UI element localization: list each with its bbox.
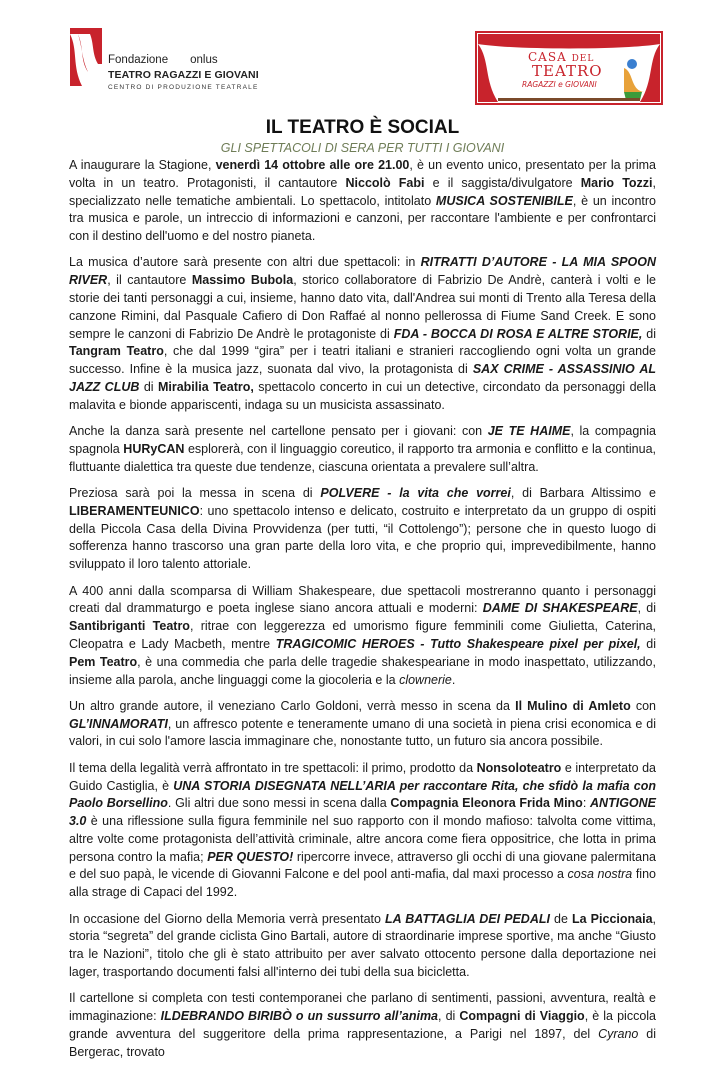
foundation-logo	[68, 26, 259, 96]
paragraph-text: , è una commedia che parla delle tragedie shakespeariane in modo inaspettato, utilizzando, insieme alla parola, anche linguaggi come la giocoleria e la	[69, 654, 656, 687]
casa-del-teatro-logo	[474, 30, 664, 106]
paragraph-text: di	[139, 380, 158, 395]
emphasis-text: RITRATTI D’AUTORE - LA MIA SPOON RIVER	[69, 255, 656, 288]
paragraph-text: , è un evento unico, presentato per la prima volta in un teatro. Protagonisti, il cantautore	[69, 158, 656, 190]
emphasis-text: Mirabilia Teatro,	[157, 380, 254, 395]
emphasis-text: MUSICA SOSTENIBILE	[435, 193, 573, 208]
paragraph-text: Un altro grande autore, il veneziano Carlo Goldoni, verrà messo in scena da	[69, 698, 516, 713]
paragraph-text: e il saggista/divulgatore	[424, 175, 581, 190]
body-paragraph	[69, 485, 656, 574]
paragraph-text: , che dal 1999 “gira” per i teatri italiani e stranieri raccogliendo ogni volta un grande successo. Infine è la musica jazz, suonata dal vivo, la protagonista di	[69, 344, 657, 377]
body-paragraph	[69, 157, 656, 246]
right-logo-line1: CASA DEL	[528, 50, 595, 64]
body-paragraph	[69, 760, 656, 902]
emphasis-text: LA BATTAGLIA DEI PEDALI	[385, 911, 550, 926]
paragraph-text: Anche la danza sarà presente nel cartellone pensato per i giovani: con	[69, 424, 488, 439]
paragraph-text: La musica d’autore sarà presente con altri due spettacoli: in	[69, 255, 421, 270]
paragraph-text: di	[640, 636, 656, 651]
emphasis-text: JE TE HAIME	[487, 424, 571, 439]
emphasis-text: GL’INNAMORATI	[69, 716, 168, 731]
emphasis-text: Massimo Bubola	[191, 273, 294, 288]
emphasis-text: Mario Tozzi	[580, 175, 653, 190]
theatre-curtain-logo-icon	[68, 26, 104, 88]
paragraph-text: , è un incontro tra musica e parole, un intreccio di informazioni e canzoni, per raccontare l'ambiente e per confrontarci con il destino dell'uomo e del nostro pianeta.	[69, 193, 656, 244]
document-header	[0, 0, 725, 112]
paragraph-text: di Bergerac, trovato	[69, 1026, 657, 1059]
paragraph-text: :	[582, 796, 591, 811]
emphasis-text: DAME DI SHAKESPEARE	[482, 601, 638, 616]
org-name-line2: TEATRO RAGAZZI E GIOVANI	[108, 69, 259, 81]
emphasis-text: POLVERE - la vita che vorrei	[320, 486, 511, 501]
body-paragraph	[69, 698, 656, 751]
emphasis-text: Tangram Teatro	[69, 344, 164, 359]
emphasis-text: LIBERAMENTEUNICO	[69, 503, 200, 518]
emphasis-text: TRAGICOMIC HEROES - Tutto Shakespeare pixel per pixel,	[275, 636, 641, 651]
paragraph-text: di	[642, 326, 656, 341]
paragraph-text: spettacolo concerto in cui un detective, circondato da personaggi della malavita e bionde appariscenti, indaga su un musicista assassinato.	[69, 380, 656, 412]
paragraph-text: A inaugurare la Stagione,	[69, 158, 216, 172]
body-paragraph	[69, 583, 656, 690]
emphasis-text: Pem Teatro	[69, 654, 138, 669]
emphasis-text: Nonsoloteatro	[476, 760, 562, 775]
body-paragraph	[69, 423, 656, 476]
paragraph-text: In occasione del Giorno della Memoria verrà presentato	[69, 911, 386, 926]
emphasis-text: venerdì 14 ottobre alle ore 21.00	[215, 158, 410, 172]
page-title: IL TEATRO È SOCIAL	[265, 117, 460, 138]
body-paragraph	[69, 254, 656, 414]
paragraph-text: Il tema della legalità verrà affrontato in tre spettacoli: il primo, prodotto da	[69, 760, 477, 775]
emphasis-text: Il Mulino di Amleto	[515, 698, 631, 713]
paragraph-text: A 400 anni dalla scomparsa di William Shakespeare, due spettacoli mostreranno quanto i personaggi creati dal drammaturgo e poeta inglese siano ancora attuali e moderni:	[69, 583, 656, 616]
page-subtitle: GLI SPETTACOLI DI SERA PER TUTTI I GIOVANI	[220, 141, 505, 155]
paragraph-text: esplorerà, con il linguaggio coreutico, il rapporto tra armonia e conflitto e la continua, fluttuante dialettica tra queste due tendenze, ciascuna orientata a prevalere sull’altra.	[69, 441, 656, 474]
paragraph-text: .	[451, 672, 456, 687]
paragraph-text: . Gli altri due sono messi in scena dalla	[167, 796, 391, 811]
emphasis-text: Santibriganti Teatro	[69, 619, 190, 634]
paragraph-text: de	[549, 911, 573, 926]
right-logo-line3: RAGAZZI e GIOVANI	[522, 80, 597, 89]
paragraph-text: e interpretato da Guido Castiglia, è	[69, 760, 656, 793]
emphasis-text: SAX CRIME - ASSASSINIO AL JAZZ CLUB	[69, 362, 656, 395]
emphasis-text: cosa nostra	[567, 867, 633, 882]
org-name-line3: CENTRO DI PRODUZIONE TEATRALE	[108, 84, 259, 91]
paragraph-text: è una riflessione sulla figura femminile nel suo rapporto con il mondo mafioso: talvolta come vittima, altre volte come protagonista dell’attività criminale, altre ancora come fiera oppositrice, che lotta in prima persona contro la mafia;	[69, 814, 656, 864]
right-logo-line2: TEATRO	[532, 62, 603, 80]
paragraph-text: : uno spettacolo intenso e delicato, costruito e interpretato da un gruppo di ospiti della Piccola Casa della Divina Provvidenza (per tutti, “il Cottolengo”); persone che in questo luogo di sofferenza hanno trascorso una gran parte della loro vita, e che proprio qui, imprevedibilmente, hanno sviluppato il loro talento attoriale.	[69, 503, 656, 572]
paragraph-text: , il cantautore	[107, 273, 192, 288]
paragraph-text: , ritrae con leggerezza ed umorismo figure femminili come Giulietta, Caterina, Cleopatra e Lady Macbeth, mentre	[69, 619, 656, 651]
paragraph-text: , storia “segreta” del grande ciclista Gino Bartali, autore di straordinarie imprese sportive, ma anche “Giusto tra le Nazioni”, titolo che gli è stato attribuito per aver salvato ottocento persone dalla deportazione nei lager, trasportando documenti falsi all'interno dei tubi della sua bicicletta.	[69, 911, 657, 979]
paragraph-text: Il cartellone si completa con testi contemporanei che parlano di sentimenti, passioni, avventura, realtà e immaginazione:	[69, 991, 656, 1024]
emphasis-text: ANTIGONE 3.0	[69, 796, 657, 829]
emphasis-text: Cyrano	[598, 1026, 639, 1041]
emphasis-text: Compagni di Viaggio	[459, 1009, 585, 1024]
paragraph-text: , la compagnia spagnola	[69, 424, 656, 456]
body-paragraph	[69, 990, 656, 1061]
emphasis-text: UNA STORIA DISEGNATA NELL’ARIA per raccontare Rita, che sfidò la mafia con Paolo Borsellino	[69, 778, 656, 811]
emphasis-text: HURyCAN	[123, 441, 185, 456]
emphasis-text: Compagnia Eleonora Frida Mino	[390, 796, 583, 811]
emphasis-text: FDA - BOCCA DI ROSA E ALTRE STORIE,	[393, 326, 643, 341]
paragraph-text: , di Barbara Altissimo e	[510, 486, 656, 501]
paragraph-text: , di	[637, 601, 656, 616]
paragraph-text: , specializzato nelle tematiche ambientali. Lo spettacolo, intitolato	[69, 175, 656, 208]
paragraph-text: , un affresco potente e teneramente umano di una società in piena crisi economica e di valori, in cui solo l'amore lascia immaginare che, nonostante tutto, un futuro sia ancora possibile.	[69, 716, 656, 749]
emphasis-text: ILDEBRANDO BIRIBÒ o un sussurro all’anima	[160, 1009, 439, 1024]
paragraph-text: fino alla strage di Capaci del 1992.	[69, 867, 656, 900]
emphasis-text: La Piccionaia	[572, 911, 653, 926]
emphasis-text: Niccolò Fabi	[345, 175, 425, 190]
paragraph-text: , di	[438, 1009, 460, 1024]
paragraph-text: ripercorre invece, attraverso gli occhi di una giovane palermitana e del suo papà, le vicende di Giovanni Falcone e del pool anti-mafia, dal maxi processo a	[69, 849, 656, 882]
paragraph-text: , storico collaboratore di Fabrizio De Andrè, canterà i volti e le storie dei tanti personaggi a cui, insieme, hanno dato vita, dall'Andrea sui monti di Trento alla Teresa della canzone Rimini, dal Pasquale Cafiero di Don Raffaé al nonno pellerossa di Fiume Sand Creek. E sono sempre le canzoni di Fabrizio De Andrè le protagoniste di	[69, 273, 656, 341]
emphasis-text: PER QUESTO!	[207, 849, 294, 864]
paragraph-text: Preziosa sarà poi la messa in scena di	[69, 486, 321, 501]
document-body	[69, 157, 656, 1070]
emphasis-text: clownerie	[399, 672, 452, 687]
paragraph-text: con	[630, 698, 657, 713]
body-paragraph	[69, 911, 656, 982]
org-name-line1: Fondazione onlus	[108, 54, 218, 66]
paragraph-text: , è la piccola grande avventura del suggeritore della prima rappresentazione, a Parigi nel 1897, del	[69, 1009, 656, 1041]
